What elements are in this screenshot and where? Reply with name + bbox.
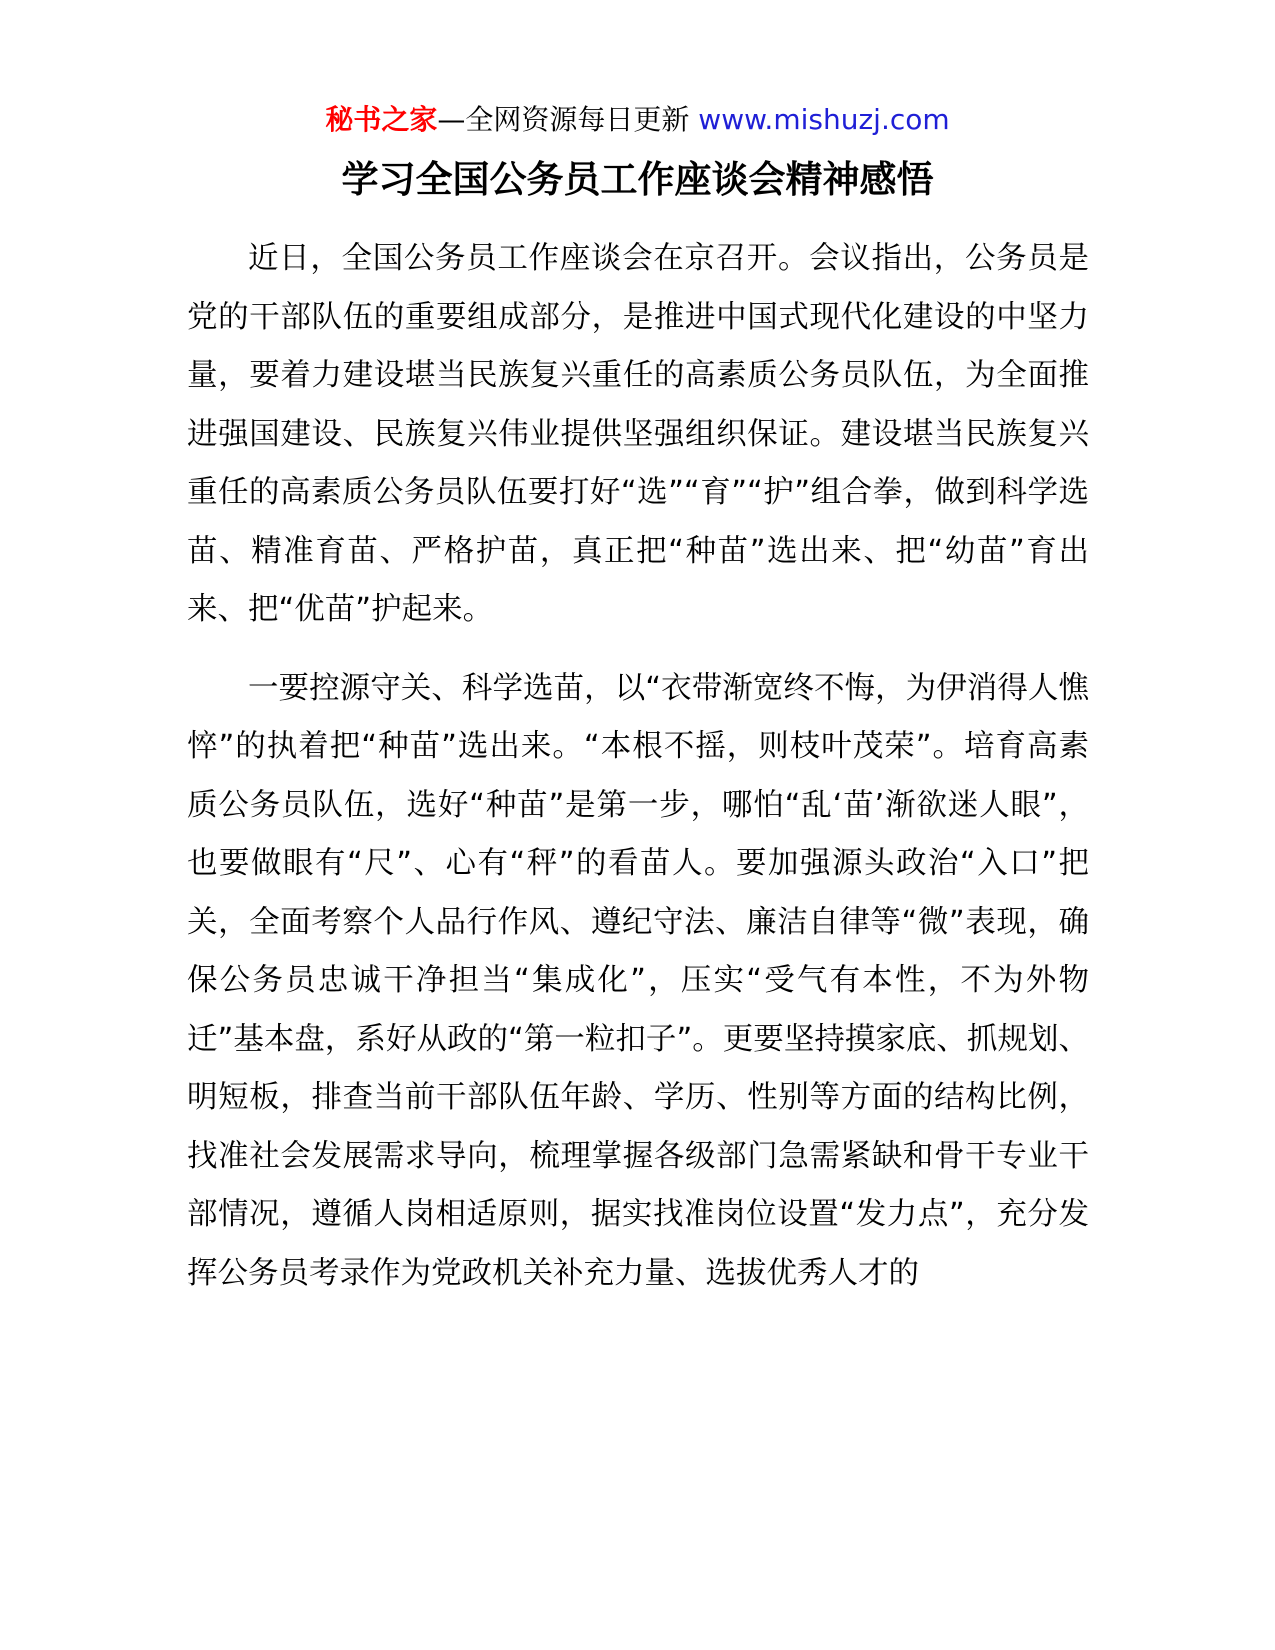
site-tagline: —全网资源每日更新 xyxy=(437,103,690,136)
document-body xyxy=(187,230,1089,1323)
site-url-link[interactable]: www.mishuzj.com xyxy=(698,103,950,136)
site-brand: 秘书之家 xyxy=(325,103,438,136)
paragraph-2: 一要控源守关、科学选苗，以“衣带渐宽终不悔，为伊消得人憔悴”的执着把“种苗”选出来。“本根不摇，则枝叶茂荣”。培育高素质公务员队伍，选好“种苗”是第一步，哪怕“乱‘苗’渐欲迷人眼”，也要做眼有“尺”、心有“秤”的看苗人。要加强源头政治“入口”把关，全面考察个人品行作风、遵纪守法、廉洁自律等“微”表现，确保公务员忠诚干净担当“集成化”，压实“受气有本性，不为外物迁”基本盘，系好从政的“第一粒扣子”。更要坚持摸家底、抓规划、明短板，排查当前干部队伍年龄、学历、性别等方面的结构比例，找准社会发展需求导向，梳理掌握各级部门急需紧缺和骨干专业干部情况，遵循人岗相适原则，据实找准岗位设置“发力点”，充分发挥公务员考录作为党政机关补充力量、选拔优秀人才的 xyxy=(187,670,1089,1291)
document-title: 学习全国公务员工作座谈会精神感悟 xyxy=(341,158,934,201)
site-header xyxy=(0,100,1275,140)
paragraph-1: 近日，全国公务员工作座谈会在京召开。会议指出，公务员是党的干部队伍的重要组成部分，是推进中国式现代化建设的中坚力量，要着力建设堪当民族复兴重任的高素质公务员队伍，为全面推进强国建设、民族复兴伟业提供坚强组织保证。建设堪当民族复兴重任的高素质公务员队伍要打好“选”“育”“护”组合拳，做到科学选苗、精准育苗、严格护苗，真正把“种苗”选出来、把“幼苗”育出来、把“优苗”护起来。 xyxy=(187,241,1089,627)
